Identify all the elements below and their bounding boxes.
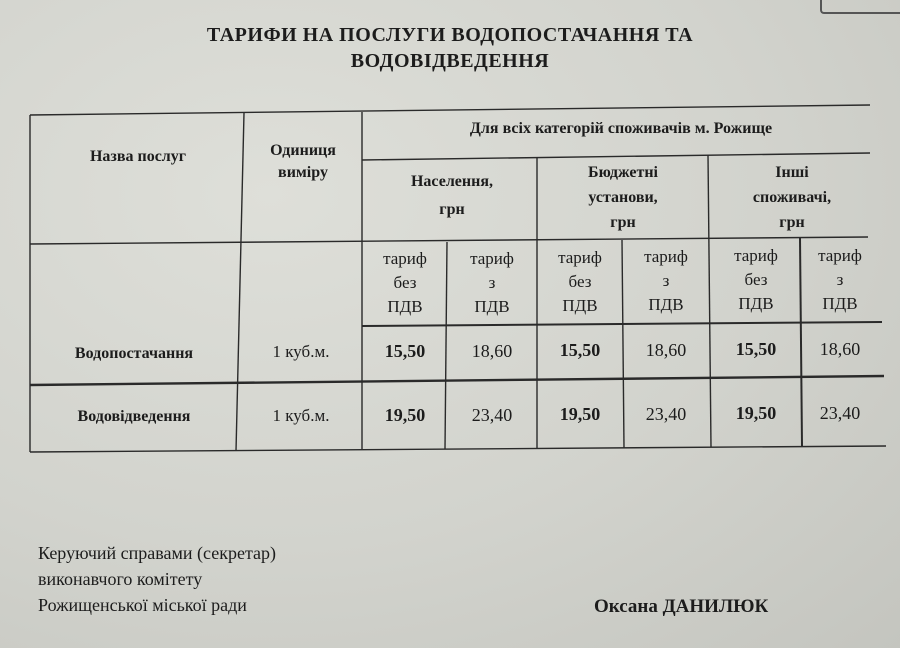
position-line-3: Рожищенської міської ради [38, 595, 247, 615]
subheader-word: з [836, 270, 844, 289]
title-line-1: ТАРИФИ НА ПОСЛУГИ ВОДОПОСТАЧАННЯ ТА [206, 24, 694, 46]
subheader-word: з [488, 273, 496, 292]
value-budget-no-vat: 15,50 [559, 340, 601, 360]
header-unit-line-1: Одиниця [270, 142, 336, 159]
header-service-name: Назва послуг [89, 148, 187, 165]
subheader-other-no-vat [712, 244, 800, 316]
category-other-line-2: споживачі, [752, 189, 832, 206]
value-population-with-vat: 23,40 [471, 405, 513, 425]
header-unit [246, 140, 360, 184]
subheader-word: тариф [383, 249, 427, 268]
value-population-no-vat: 15,50 [384, 341, 426, 361]
signatory-name: Оксана ДАНИЛЮК [594, 596, 769, 617]
position-line-1: Керуючий справами (секретар) [38, 543, 277, 563]
subheader-word: без [393, 273, 417, 292]
value-budget-no-vat: 19,50 [559, 404, 601, 424]
row-service-name: Водовідведення [77, 408, 191, 425]
subheader-word: ПДВ [387, 297, 423, 316]
subheader-word: ПДВ [562, 296, 598, 315]
subheader-word: тариф [818, 246, 862, 265]
row-unit: 1 куб.м. [272, 342, 330, 361]
value-budget-with-vat: 23,40 [645, 404, 687, 424]
subheader-word: тариф [470, 249, 514, 268]
category-other-line-1: Інші [775, 164, 809, 181]
header-category-other [712, 160, 872, 235]
subheader-word: ПДВ [474, 297, 510, 316]
value-population-no-vat: 19,50 [384, 405, 426, 425]
subheader-word: ПДВ [738, 294, 774, 313]
category-budget-line-1: Бюджетні [588, 164, 658, 181]
header-category-budget [540, 160, 706, 235]
row-unit: 1 куб.м. [272, 406, 330, 425]
title-line-2: ВОДОВІДВЕДЕННЯ [350, 50, 550, 72]
subheader-word: з [662, 271, 670, 290]
value-other-with-vat: 18,60 [819, 339, 861, 359]
header-unit-line-2: виміру [278, 164, 328, 181]
subheader-budget-with-vat [624, 245, 708, 317]
position-line-2: виконавчого комітету [38, 569, 203, 589]
subheader-word: тариф [558, 248, 602, 267]
header-category-population [372, 168, 532, 224]
subheader-word: без [744, 270, 768, 289]
subheader-word: ПДВ [648, 295, 684, 314]
subheader-budget-no-vat [539, 246, 621, 318]
subheader-population-with-vat [448, 247, 536, 319]
category-budget-line-3: грн [610, 214, 636, 231]
row-service-name: Водопостачання [74, 345, 194, 362]
category-other-line-3: грн [779, 214, 805, 231]
subheader-word: ПДВ [822, 294, 858, 313]
category-population-line-2: грн [439, 201, 465, 218]
subheader-population-no-vat [364, 247, 446, 319]
value-other-with-vat: 23,40 [819, 403, 861, 423]
subheader-other-with-vat [802, 244, 878, 316]
subheader-word: без [568, 272, 592, 291]
header-consumer-group: Для всіх категорій споживачів м. Рожище [469, 120, 773, 137]
value-other-no-vat: 15,50 [735, 339, 777, 359]
subheader-word: тариф [734, 246, 778, 265]
value-other-no-vat: 19,50 [735, 403, 777, 423]
signatory-position [38, 540, 398, 618]
subheader-word: тариф [644, 247, 688, 266]
category-population-line-1: Населення, [410, 173, 493, 190]
category-budget-line-2: установи, [588, 189, 658, 206]
value-population-with-vat: 18,60 [471, 341, 513, 361]
value-budget-with-vat: 18,60 [645, 340, 687, 360]
